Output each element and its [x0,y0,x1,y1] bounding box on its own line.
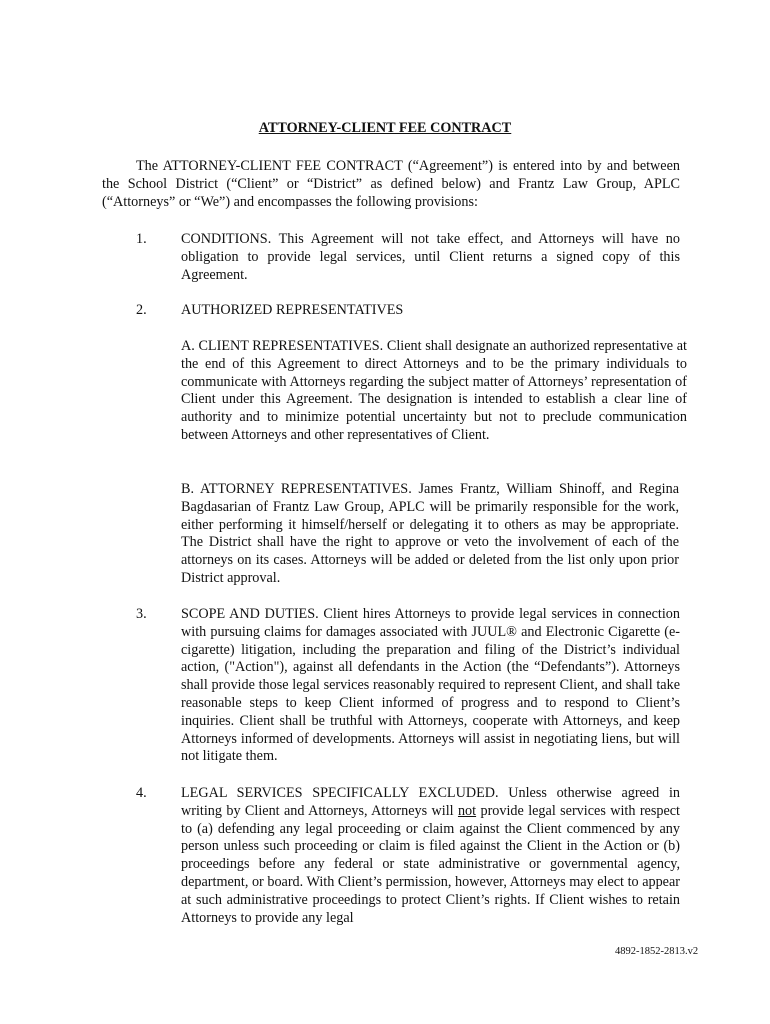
section-2a-client-representatives: A. CLIENT REPRESENTATIVES. Client shall designate an authorized representative at the end of this Agreement to direct Attorneys and to be the primary individuals to communicate with Attorneys regarding the subject matter of Attorneys’ representation of Client under this Agreement. The designation is intended to establish a clear line of authority and to minimize potential uncertainty but not to preclude communication between Attorneys and other representatives of Client. [181,338,687,443]
intro-paragraph: The ATTORNEY-CLIENT FEE CONTRACT (“Agreement”) is entered into by and between the School District (“Client” or “District” as defined below) and Frantz Law Group, APLC (“Attorneys” or “We”) and encompasses the following provisions: [102,158,680,210]
section-1-text: CONDITIONS. This Agreement will not take effect, and Attorneys will have no obligation to provide legal services, until Client returns a signed copy of this Agreement. [181,231,680,283]
section-4 [102,785,680,927]
section-number: 3. [136,606,147,622]
section-number: 4. [136,785,147,801]
section-4-text-start: LEGAL SERVICES SPECIFICALLY EXCLUDED. Unless otherwise agreed in writing by Client and Attorneys, Attorneys will [181,785,680,819]
section-2b-attorney-representatives: B. ATTORNEY REPRESENTATIVES. James Frantz, William Shinoff, and Regina Bagdasarian of Frantz Law Group, APLC will be primarily responsible for the work, either performing it himself/herself or delegating it to others as may be appropriate. The District shall have the right to approve or veto the involvement of each of the attorneys on its cases. Attorneys will be added or deleted from the list only upon prior District approval. [181,481,679,586]
section-number: 1. [136,231,147,247]
section-3-text: SCOPE AND DUTIES. Client hires Attorneys to provide legal services in connection with pursuing claims for damages associated with JUUL® and Electronic Cigarette (e-cigarette) litigation, including the preparation and filing of the District’s individual action, ("Action"), against all defendants in the Action (the “Defendants”). Attorneys shall provide those legal services reasonably required to represent Client, and shall take reasonable steps to keep Client informed of progress and to respond to Client’s inquiries. Client shall be truthful with Attorneys, cooperate with Attorneys, and keep Attorneys informed of developments. Attorneys will assist in negotiating liens, but will not litigate them. [181,606,680,765]
section-number: 2. [136,302,147,318]
document-footer-id: 4892-1852-2813.v2 [615,946,699,957]
section-2-heading: AUTHORIZED REPRESENTATIVES [181,302,404,318]
section-2 [102,302,680,320]
document-title: ATTORNEY-CLIENT FEE CONTRACT [258,120,512,136]
underlined-not: not [457,802,477,819]
section-4-text [181,785,680,927]
section-1 [102,231,680,284]
section-4-text-end: provide legal services with respect to (a) defending any legal proceeding or claim against the Client commenced by any person unless such proceeding or claim is filed against the Client in the Action or (b) proceedings before any federal or state administrative or governmental agency, department, or board. With Client’s permission, however, Attorneys may elect to appear at such administrative proceedings to protect Client’s rights. If Client wishes to retain Attorneys to provide any legal [181,802,680,926]
section-3 [102,606,680,766]
